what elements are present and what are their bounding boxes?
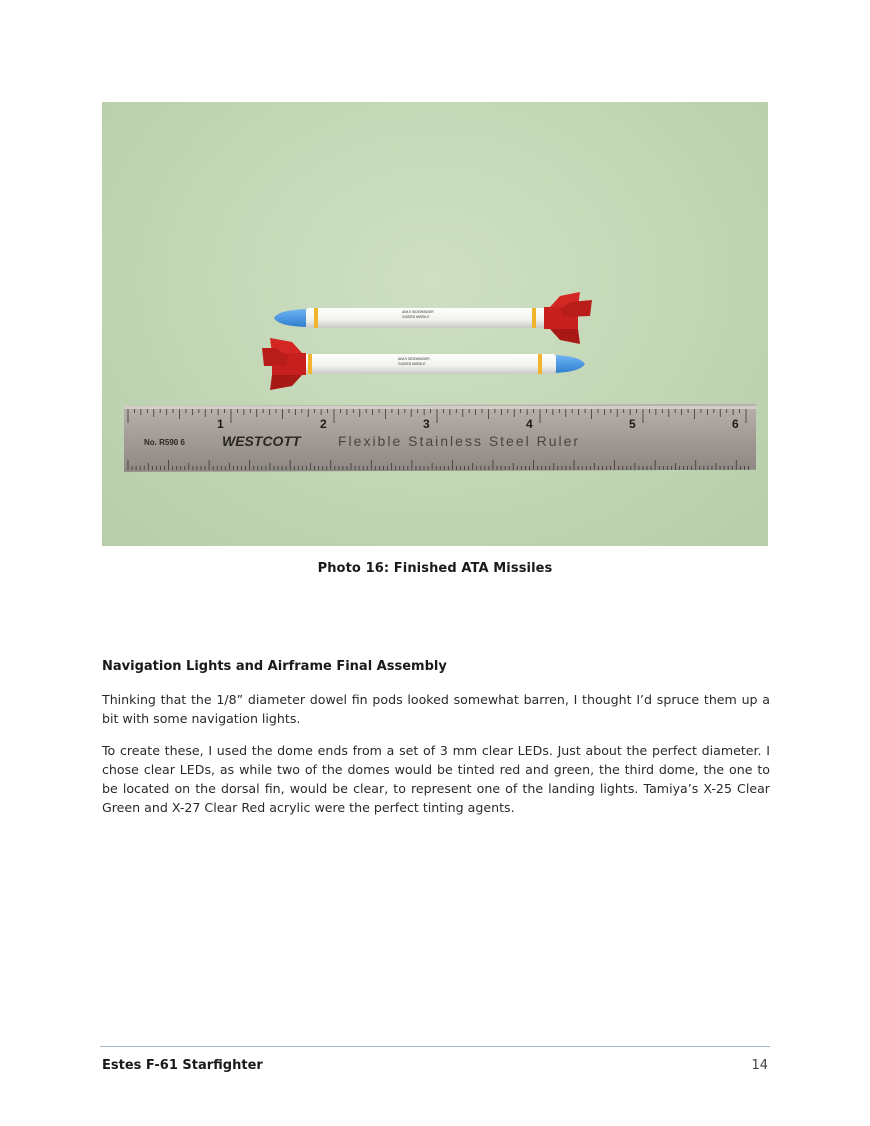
- ruler-text: Flexible Stainless Steel Ruler: [338, 433, 581, 449]
- ruler-number: 3: [423, 417, 430, 431]
- ruler-number: 4: [526, 417, 533, 431]
- ruler-number: 6: [732, 417, 739, 431]
- ruler-brand: WESTCOTT: [222, 433, 301, 449]
- ruler-number: 1: [217, 417, 224, 431]
- paragraph-2: To create these, I used the dome ends from a set of 3 mm clear LEDs. Just about the perfect diameter. I chose clear LEDs, as while two of the domes would be tinted red and green, the third dome, the one to be located on the dorsal fin, would be clear, to represent one of the landing lights. Tamiya’s X-25 Clear Green and X-27 Clear Red acrylic were the perfect tinting agents.: [102, 743, 770, 815]
- svg-text:AIM-9 SIDEWINDER: AIM-9 SIDEWINDER: [398, 357, 430, 361]
- svg-text:AIM-9 SIDEWINDER: AIM-9 SIDEWINDER: [402, 310, 434, 314]
- missiles-photo: [102, 102, 768, 546]
- section-heading: Navigation Lights and Airframe Final Assembly: [102, 659, 447, 674]
- ruler-number: 5: [629, 417, 636, 431]
- missile-upper: [274, 292, 592, 344]
- missiles-illustration: [102, 102, 768, 546]
- photo-caption: Photo 16: Finished ATA Missiles: [317, 561, 553, 576]
- svg-text:GUIDED MISSILE: GUIDED MISSILE: [402, 315, 430, 319]
- page-number: 14: [751, 1058, 768, 1073]
- footer-divider: [100, 1046, 770, 1047]
- paragraph-1: Thinking that the 1/8” diameter dowel fin pods looked somewhat barren, I thought I’d spruce them up a bit with some navigation lights.: [102, 692, 770, 726]
- missile-lower: [262, 338, 585, 390]
- ruler-model: No. R590 6: [144, 438, 185, 447]
- footer-title: Estes F-61 Starfighter: [102, 1058, 263, 1073]
- steel-ruler: [124, 404, 756, 472]
- svg-text:GUIDED MISSILE: GUIDED MISSILE: [398, 362, 426, 366]
- ruler-number: 2: [320, 417, 327, 431]
